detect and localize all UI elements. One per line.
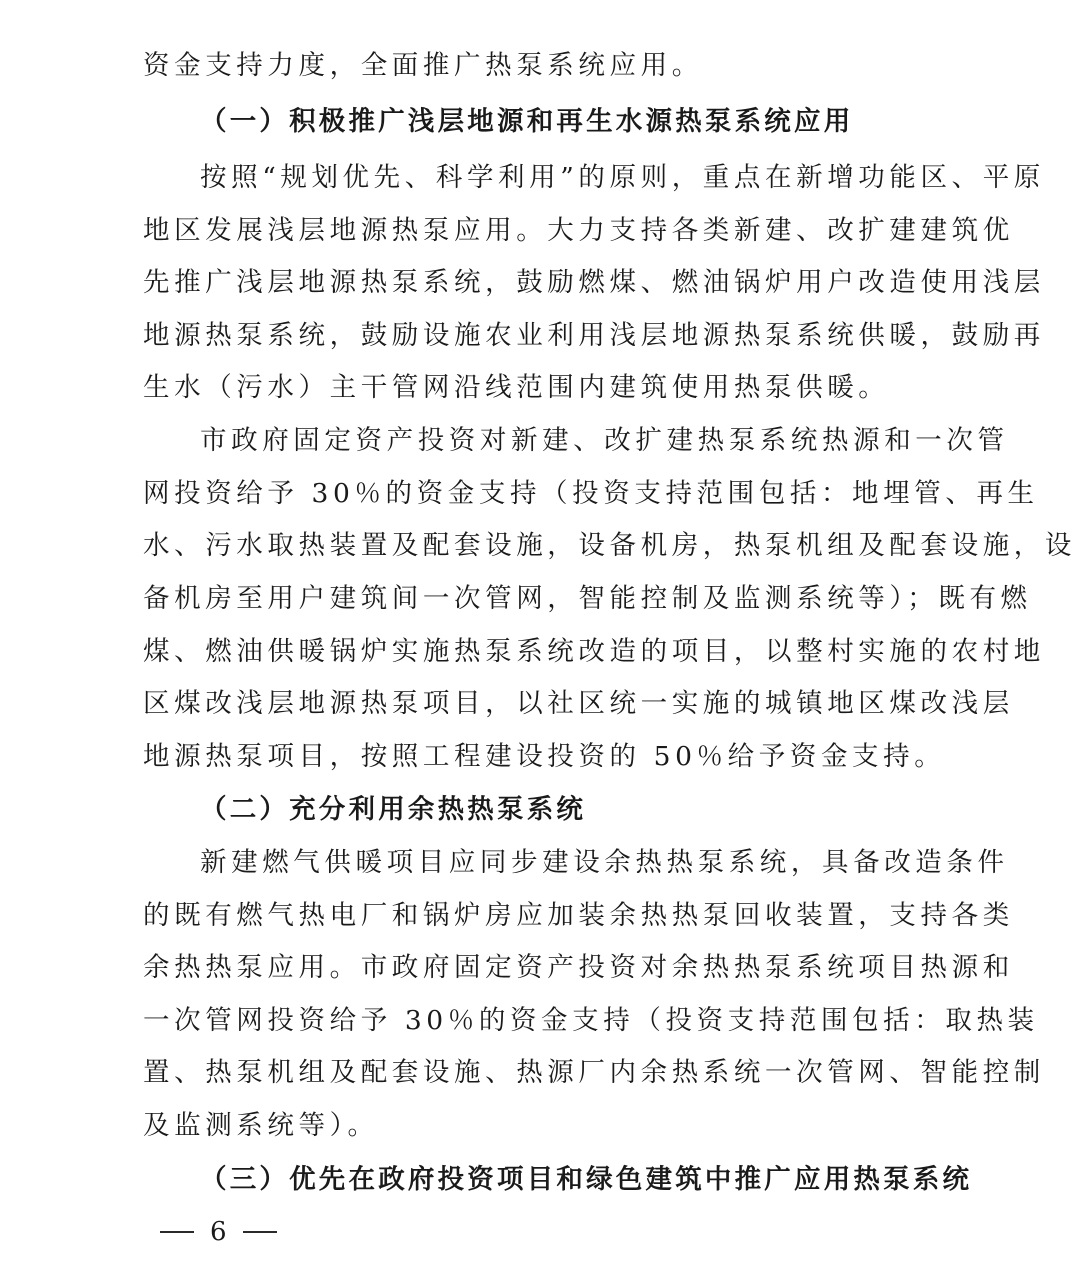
text-line: 备机房至用户建筑间一次管网，智能控制及监测系统等）；既有燃 [143, 583, 1032, 614]
text-line: 地区发展浅层地源热泵应用。大力支持各类新建、改扩建建筑优 [143, 215, 1014, 246]
text-line: 按照“规划优先、科学利用”的原则，重点在新增功能区、平原 [200, 162, 1045, 193]
text-line: 区煤改浅层地源热泵项目，以社区统一实施的城镇地区煤改浅层 [143, 688, 1014, 719]
text-line: 市政府固定资产投资对新建、改扩建热泵系统热源和一次管 [200, 425, 1009, 456]
text-line: 余热热泵应用。市政府固定资产投资对余热热泵系统项目热源和 [143, 952, 1014, 983]
page-footer [160, 1212, 277, 1252]
text-line: 生水（污水）主干管网沿线范围内建筑使用热泵供暖。 [143, 372, 890, 403]
section-heading-3: （三）优先在政府投资项目和绿色建筑中推广应用热泵系统 [200, 1164, 973, 1195]
text-line: 地源热泵项目，按照工程建设投资的 50％给予资金支持。 [143, 741, 946, 772]
text-line: 网投资给予 30％的资金支持（投资支持范围包括：地埋管、再生 [143, 478, 1039, 509]
text-line: 水、污水取热装置及配套设施，设备机房，热泵机组及配套设施，设 [143, 530, 1076, 561]
text-line: 置、热泵机组及配套设施、热源厂内余热系统一次管网、智能控制 [143, 1057, 1045, 1088]
footer-dash-left [160, 1231, 194, 1233]
section-heading-2: （二）充分利用余热热泵系统 [200, 794, 587, 825]
text-line: 新建燃气供暖项目应同步建设余热热泵系统，具备改造条件 [200, 847, 1009, 878]
text-line: 先推广浅层地源热泵系统，鼓励燃煤、燃油锅炉用户改造使用浅层 [143, 267, 1045, 298]
page-number: 6 [210, 1217, 227, 1247]
footer-dash-right [243, 1231, 277, 1233]
text-line: 煤、燃油供暖锅炉实施热泵系统改造的项目，以整村实施的农村地 [143, 636, 1045, 667]
text-line: 及监测系统等）。 [143, 1110, 379, 1141]
text-line: 资金支持力度，全面推广热泵系统应用。 [143, 50, 703, 81]
text-line: 一次管网投资给予 30％的资金支持（投资支持范围包括：取热装 [143, 1005, 1039, 1036]
section-heading-1: （一）积极推广浅层地源和再生水源热泵系统应用 [200, 106, 854, 137]
text-line: 地源热泵系统，鼓励设施农业利用浅层地源热泵系统供暖，鼓励再 [143, 320, 1045, 351]
text-line: 的既有燃气热电厂和锅炉房应加装余热热泵回收装置，支持各类 [143, 900, 1014, 931]
